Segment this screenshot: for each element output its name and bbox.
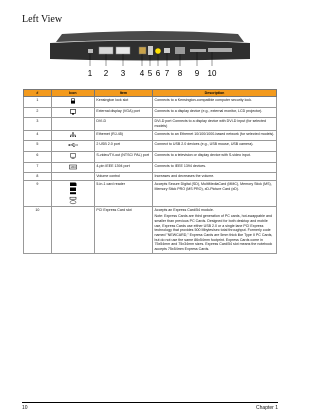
ieee1394-icon (68, 164, 78, 170)
port-ethernet (139, 47, 146, 54)
callout-label: 7 (164, 69, 170, 78)
row-description: Connects to IEEE 1394 devices. (153, 162, 277, 173)
row-item: Kensington lock slot (94, 97, 152, 108)
callout-label: 5 (147, 69, 153, 78)
page-footer (22, 402, 278, 411)
xd-card-icon (69, 200, 77, 205)
callout-label: 10 (207, 69, 217, 78)
vga-monitor-icon (68, 109, 78, 115)
ports-table (23, 89, 277, 254)
row-item: S-video/TV-out (NTSC/ PAL) port (94, 152, 152, 163)
chapter-label: Chapter 1 (256, 405, 278, 411)
row-description: Connects to a display device (e.g., external monitor, LCD projector). (153, 107, 277, 118)
table-row (24, 118, 277, 130)
row-description: Accepts an Express Card/54 module. (154, 207, 214, 212)
row-number: 9 (24, 181, 52, 207)
table-row (24, 141, 277, 152)
table-row (24, 173, 277, 181)
table-row (24, 162, 277, 173)
port-kensington (88, 49, 93, 53)
row-description: Connects to a Kensington-compatible computer security lock. (153, 97, 277, 108)
row-number: 8 (24, 173, 52, 181)
row-description: Connects to an Ethernet 10/100/1000-based network (for selected models). (153, 130, 277, 141)
table-row (24, 181, 277, 207)
callout-label: 2 (103, 69, 109, 78)
table-row (24, 152, 277, 163)
row-number: 4 (24, 130, 52, 141)
callout-label: 6 (155, 69, 161, 78)
col-header-number: # (24, 90, 52, 97)
ethernet-icon (68, 132, 78, 138)
row-item: 5-in-1 card reader (94, 181, 152, 207)
express-card-slot (208, 48, 232, 52)
row-icon-cell (51, 118, 94, 130)
col-header-icon: Icon (51, 90, 94, 97)
express-card-note: Note: Express Cards are third generation of PC cards, hot-swappable and smaller than previous PC Cards. Designed for both desktop and mobile use, Express Cards use either USB 2.0 or a single lane PCI Express technology that provides 500 Mbytes/sec total throughput. Formerly code named "NEWCARD," Express Cards are 5mm thick like Type II PC Cards, but do not use the same 86x54mm footprint. Express Cards come in 75x54mm and 75x34mm sizes. Express Card/54 slot means the notebook accepts 75x54mm Express Cards. (154, 214, 273, 251)
callout-label: 3 (120, 69, 126, 78)
port-ieee1394 (164, 48, 170, 53)
table-row (24, 97, 277, 108)
row-item: 2 USB 2.0 port (94, 141, 152, 152)
page-title: Left View (22, 14, 63, 25)
row-item: 4-pin IEEE 1394 port (94, 162, 152, 173)
row-icon-cell (51, 206, 94, 253)
callout-label: 1 (87, 69, 93, 78)
callout-label: 4 (139, 69, 145, 78)
row-icon-cell (51, 162, 94, 173)
table-header-row (24, 90, 277, 97)
row-icon-cell (51, 141, 94, 152)
usb-icon (68, 142, 78, 148)
row-description-cell (153, 206, 277, 253)
laptop-lid (56, 31, 244, 42)
row-description: Accepts Secure Digital (SD), MultiMediaCard (MMC), Memory Stick (MS), Memory Stick PRO (MS PRO), xD-Picture Card (xD). (153, 181, 277, 207)
callout-label: 9 (194, 69, 200, 78)
col-header-item: Item (94, 90, 152, 97)
port-vga (99, 47, 113, 54)
row-number: 1 (24, 97, 52, 108)
card-reader-icons (51, 181, 94, 207)
row-icon-cell (51, 130, 94, 141)
row-number: 6 (24, 152, 52, 163)
row-description: Connect to USB 2.0 devices (e.g., USB mouse, USB camera). (153, 141, 277, 152)
port-usb (148, 46, 153, 55)
row-description: Connects to a television or display device with S-video input. (153, 152, 277, 163)
row-item: External display (VGA) port (94, 107, 152, 118)
laptop-left-side-illustration (0, 24, 300, 82)
row-icon-cell (51, 97, 94, 108)
row-item: Volume control (94, 173, 152, 181)
row-number: 5 (24, 141, 52, 152)
port-s-video (155, 48, 161, 54)
row-icon-cell (51, 152, 94, 163)
row-number: 10 (24, 206, 52, 253)
lock-icon (68, 98, 78, 104)
port-dvi (116, 47, 130, 54)
row-item: PCI Express Card slot (94, 206, 152, 253)
row-item: Ethernet (RJ-45) (94, 130, 152, 141)
volume-wheel (175, 47, 185, 54)
col-header-description: Description (153, 90, 277, 97)
table-row (24, 107, 277, 118)
row-icon-cell (51, 107, 94, 118)
row-item: DVI-D (94, 118, 152, 130)
table-row (24, 130, 277, 141)
row-icon-cell (51, 173, 94, 181)
page-number: 10 (22, 405, 28, 411)
svg-text:1394: 1394 (70, 165, 76, 169)
callout-label: 8 (177, 69, 183, 78)
row-number: 7 (24, 162, 52, 173)
row-description: Increases and decreases the volume. (153, 173, 277, 181)
row-number: 2 (24, 107, 52, 118)
row-description: DVI-D port Connects to a display device with DVI-D input (for selected models) (153, 118, 277, 130)
table-row (24, 206, 277, 253)
s-video-icon (68, 153, 78, 159)
row-number: 3 (24, 118, 52, 130)
card-reader-slot (190, 49, 206, 52)
